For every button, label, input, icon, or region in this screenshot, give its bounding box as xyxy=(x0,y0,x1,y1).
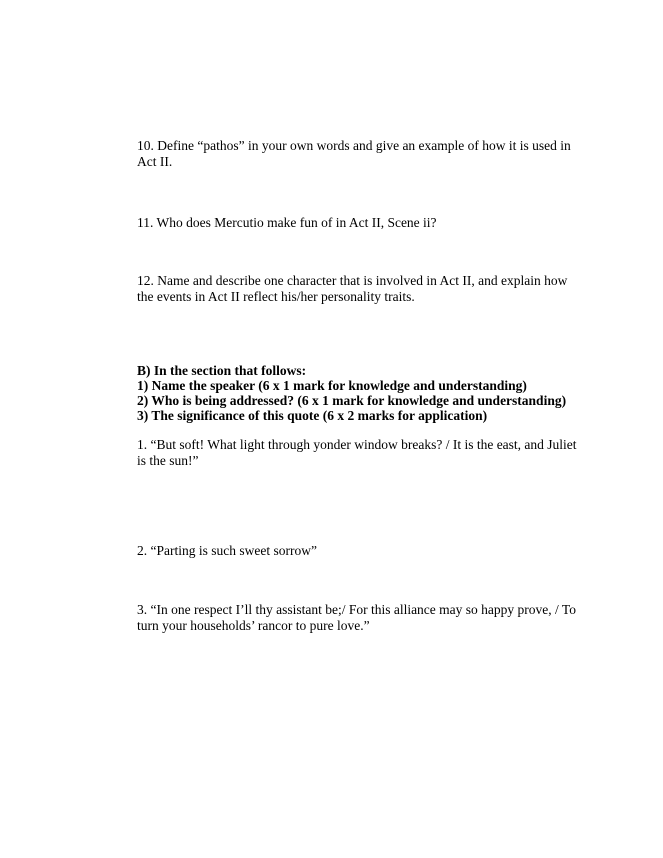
section-b-heading: B) In the section that follows: xyxy=(137,363,307,378)
quote-1-line-2: is the sun!” xyxy=(137,453,199,468)
question-11 xyxy=(137,215,567,231)
quote-3 xyxy=(137,602,576,634)
question-11-line-1: 11. Who does Mercutio make fun of in Act II, Scene ii? xyxy=(137,215,437,230)
instruction-1: 1) Name the speaker (6 x 1 mark for knowledge and understanding) xyxy=(137,378,527,393)
quote-3-line-1: 3. “In one respect I’ll thy assistant be;/ For this alliance may so happy prove, / To xyxy=(137,602,576,617)
quote-2-line-1: 2. “Parting is such sweet sorrow” xyxy=(137,543,317,558)
instruction-2: 2) Who is being addressed? (6 x 1 mark for knowledge and understanding) xyxy=(137,393,567,408)
quote-1 xyxy=(137,437,577,469)
question-12-line-1: 12. Name and describe one character that is involved in Act II, and explain how xyxy=(137,273,568,288)
quote-3-line-2: turn your households’ rancor to pure love.” xyxy=(137,618,370,633)
quote-2 xyxy=(137,543,567,559)
quote-1-line-1: 1. “But soft! What light through yonder window breaks? / It is the east, and Juliet xyxy=(137,437,577,452)
section-b-instructions xyxy=(137,363,567,423)
question-12 xyxy=(137,273,567,305)
instruction-3: 3) The significance of this quote (6 x 2 marks for application) xyxy=(137,408,488,423)
question-10 xyxy=(137,138,571,170)
question-10-line-2: Act II. xyxy=(137,154,173,169)
question-10-line-1: 10. Define “pathos” in your own words and give an example of how it is used in xyxy=(137,138,571,153)
question-12-line-2: the events in Act II reflect his/her personality traits. xyxy=(137,289,415,304)
